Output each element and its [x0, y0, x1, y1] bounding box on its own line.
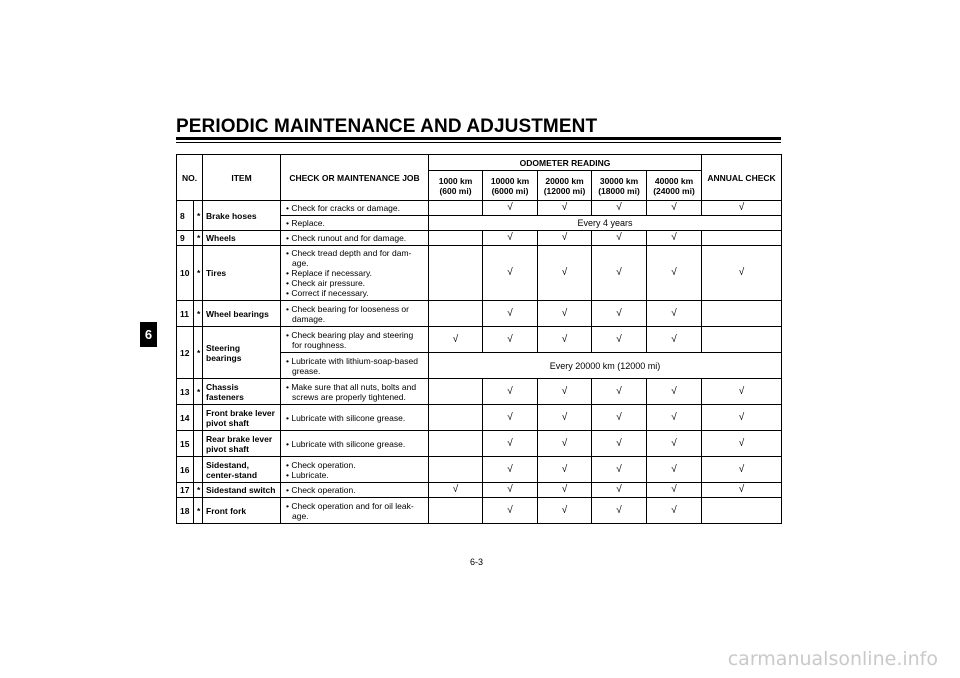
row-item: Sidestand, center-stand: [203, 457, 281, 483]
check-mark: √: [702, 201, 782, 216]
check-mark: √: [592, 457, 647, 483]
check-mark: [429, 201, 483, 216]
check-mark: [429, 231, 483, 246]
check-mark: [702, 231, 782, 246]
row-star: *: [194, 379, 203, 405]
header-odo-2: 10000 km (6000 mi): [483, 171, 538, 201]
header-odometer: ODOMETER READING: [429, 155, 702, 171]
interval-text: Every 20000 km (12000 mi): [429, 353, 782, 379]
row-star: *: [194, 483, 203, 498]
row-job: • Check for cracks or damage.: [281, 201, 429, 216]
header-job: CHECK OR MAINTENANCE JOB: [281, 155, 429, 201]
row-item: Wheel bearings: [203, 301, 281, 327]
check-mark: [702, 301, 782, 327]
check-mark: √: [538, 301, 592, 327]
check-mark: √: [647, 379, 702, 405]
check-mark: √: [647, 301, 702, 327]
check-mark: √: [538, 231, 592, 246]
page-title: PERIODIC MAINTENANCE AND ADJUSTMENT: [176, 116, 598, 137]
check-mark: √: [538, 483, 592, 498]
check-mark: [429, 431, 483, 457]
row-number: 17: [177, 483, 194, 498]
row-star: *: [194, 498, 203, 524]
check-mark: √: [592, 379, 647, 405]
check-mark: √: [483, 405, 538, 431]
check-mark: √: [592, 498, 647, 524]
row-item: Front fork: [203, 498, 281, 524]
watermark: carmanualsonline.info: [727, 648, 938, 670]
check-mark: [429, 246, 483, 301]
check-mark: √: [702, 405, 782, 431]
check-mark: √: [647, 431, 702, 457]
check-mark: √: [538, 379, 592, 405]
row-number: 13: [177, 379, 194, 405]
check-mark: [429, 379, 483, 405]
check-mark: √: [483, 327, 538, 353]
header-no: NO.: [177, 155, 203, 201]
table-row-14: [177, 405, 782, 431]
check-mark: √: [647, 483, 702, 498]
check-mark: √: [702, 483, 782, 498]
row-job: • Check operation and for oil leak-age.: [281, 498, 429, 524]
check-mark: √: [592, 201, 647, 216]
check-mark: √: [647, 405, 702, 431]
table-row-12: [177, 327, 782, 353]
row-number: 18: [177, 498, 194, 524]
row-star: *: [194, 246, 203, 301]
chapter-tab: 6: [140, 322, 157, 347]
table-row-15: [177, 431, 782, 457]
header-item: ITEM: [203, 155, 281, 201]
row-job: • Lubricate with silicone grease.: [281, 431, 429, 457]
table-row-11: [177, 301, 782, 327]
check-mark: √: [592, 327, 647, 353]
table-row-13: [177, 379, 782, 405]
check-mark: √: [702, 457, 782, 483]
check-mark: [429, 405, 483, 431]
check-mark: √: [538, 201, 592, 216]
row-job: • Lubricate with lithium-soap-based grease.: [281, 353, 429, 379]
check-mark: √: [483, 201, 538, 216]
row-number: 16: [177, 457, 194, 483]
check-mark: √: [538, 327, 592, 353]
row-number: 12: [177, 327, 194, 379]
row-number: 15: [177, 431, 194, 457]
check-mark: √: [592, 405, 647, 431]
check-mark: √: [538, 498, 592, 524]
row-star: [194, 431, 203, 457]
row-item: Sidestand switch: [203, 483, 281, 498]
check-mark: √: [483, 483, 538, 498]
row-star: *: [194, 231, 203, 246]
table-row-16: [177, 457, 782, 483]
check-mark: √: [647, 231, 702, 246]
check-mark: √: [647, 327, 702, 353]
row-number: 11: [177, 301, 194, 327]
check-mark: √: [483, 379, 538, 405]
row-number: 10: [177, 246, 194, 301]
check-mark: √: [483, 231, 538, 246]
check-mark: √: [592, 301, 647, 327]
row-star: *: [194, 201, 203, 231]
check-mark: [429, 457, 483, 483]
row-job: • Check runout and for damage.: [281, 231, 429, 246]
check-mark: √: [538, 457, 592, 483]
check-mark: [429, 301, 483, 327]
row-number: 8: [177, 201, 194, 231]
title-rule-thick: [176, 137, 781, 140]
check-mark: √: [483, 498, 538, 524]
check-mark: √: [538, 246, 592, 301]
header-row-1: [177, 155, 782, 171]
row-job: • Make sure that all nuts, bolts and screws are properly tightened.: [281, 379, 429, 405]
check-mark: √: [647, 201, 702, 216]
header-odo-1: 1000 km (600 mi): [429, 171, 483, 201]
header-odo-5: 40000 km (24000 mi): [647, 171, 702, 201]
row-job: • Lubricate with silicone grease.: [281, 405, 429, 431]
check-mark: √: [483, 431, 538, 457]
row-number: 9: [177, 231, 194, 246]
row-job: • Check operation. • Lubricate.: [281, 457, 429, 483]
check-mark: √: [538, 431, 592, 457]
check-mark: √: [429, 327, 483, 353]
row-item: Front brake lever pivot shaft: [203, 405, 281, 431]
row-number: 14: [177, 405, 194, 431]
maintenance-table: [176, 154, 782, 524]
row-item: Brake hoses: [203, 201, 281, 231]
table-row-8: [177, 201, 782, 216]
row-job: • Check bearing for looseness or damage.: [281, 301, 429, 327]
row-item: Rear brake lever pivot shaft: [203, 431, 281, 457]
row-job: • Check bearing play and steering for roughness.: [281, 327, 429, 353]
check-mark: √: [702, 246, 782, 301]
row-job: • Check operation.: [281, 483, 429, 498]
check-mark: √: [592, 431, 647, 457]
row-job: • Replace.: [281, 216, 429, 231]
row-item: Steering bearings: [203, 327, 281, 379]
check-mark: √: [538, 405, 592, 431]
row-item: Wheels: [203, 231, 281, 246]
check-mark: √: [429, 483, 483, 498]
check-mark: √: [592, 483, 647, 498]
check-mark: √: [483, 301, 538, 327]
row-item: Chassis fasteners: [203, 379, 281, 405]
check-mark: [702, 327, 782, 353]
check-mark: √: [647, 457, 702, 483]
row-star: [194, 457, 203, 483]
check-mark: √: [592, 246, 647, 301]
check-mark: √: [702, 379, 782, 405]
check-mark: √: [592, 231, 647, 246]
check-mark: [702, 498, 782, 524]
page-number: 6-3: [470, 557, 484, 567]
check-mark: √: [483, 457, 538, 483]
check-mark: √: [702, 431, 782, 457]
table-row-17: [177, 483, 782, 498]
row-star: *: [194, 327, 203, 379]
check-mark: √: [483, 246, 538, 301]
row-item: Tires: [203, 246, 281, 301]
table-row-9: [177, 231, 782, 246]
check-mark: √: [647, 246, 702, 301]
check-mark: √: [647, 498, 702, 524]
header-odo-3: 20000 km (12000 mi): [538, 171, 592, 201]
interval-text: Every 4 years: [429, 216, 782, 231]
table-row-18: [177, 498, 782, 524]
row-star: *: [194, 301, 203, 327]
header-annual: ANNUAL CHECK: [702, 155, 782, 201]
title-rule-thin: [176, 142, 781, 143]
check-mark: [429, 498, 483, 524]
header-odo-4: 30000 km (18000 mi): [592, 171, 647, 201]
table-row-10: [177, 246, 782, 301]
row-job: • Check tread depth and for dam-age. • Replace if necessary. • Check air pressure. • Correct if necessary.: [281, 246, 429, 301]
row-star: [194, 405, 203, 431]
